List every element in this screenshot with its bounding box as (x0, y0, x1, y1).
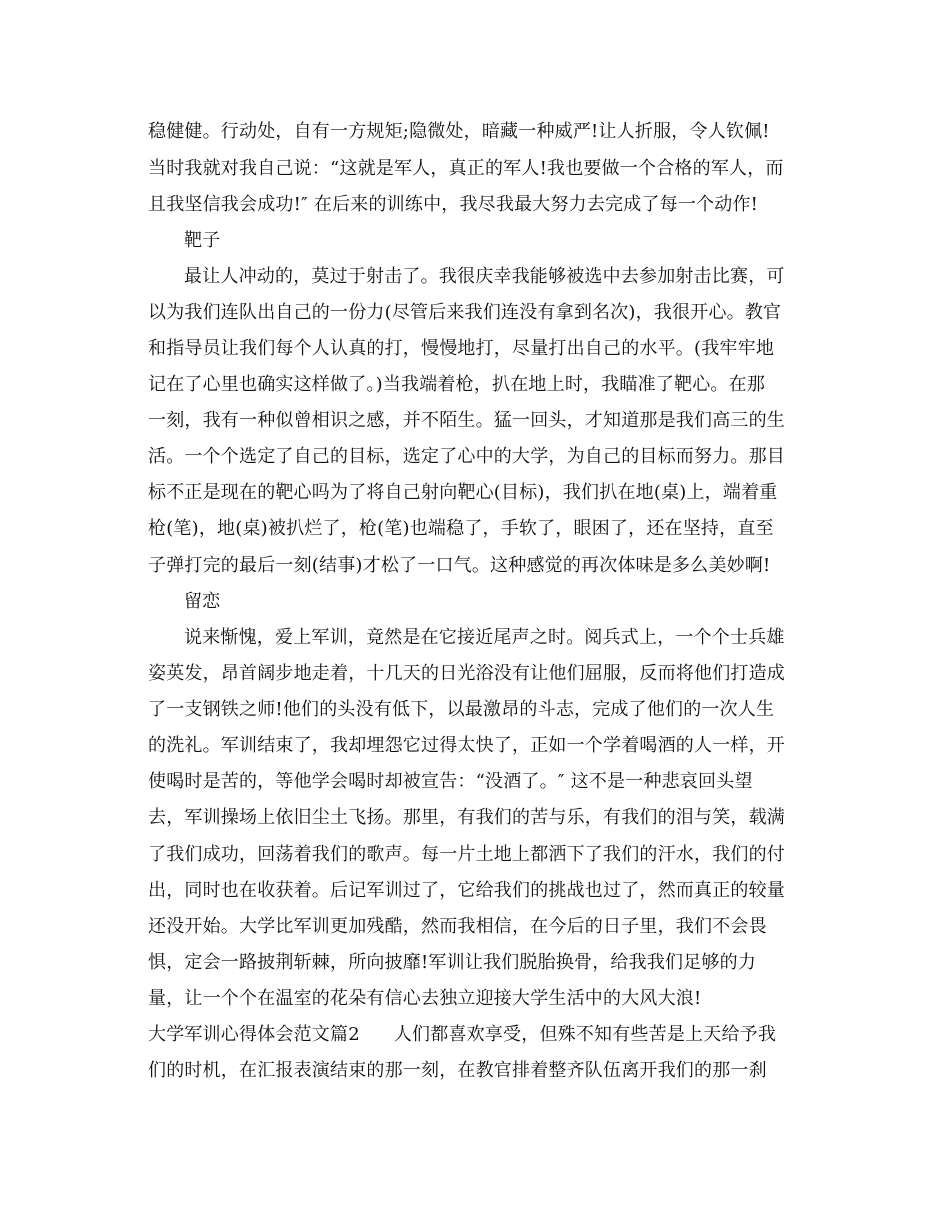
text-line: 量，让一个个在温室的花朵有信心去独立迎接大学生活中的大风大浪! (148, 988, 702, 1009)
text-line: 子弹打完的最后一刻(结事)才松了一口气。这种感觉的再次体味是多么美妙啊! (148, 555, 771, 576)
text-line: 们的时机，在汇报表演结束的那一刻，在教官排着整齐队伍离开我们的那一刹 (148, 1060, 767, 1081)
text-line: 使喝时是苦的，等他学会喝时却被宣告：“没酒了。″ 这不是一种悲哀回头望 (148, 771, 753, 792)
text-line: 人们都喜欢享受，但殊不知有些苦是上天给予我 (393, 1024, 777, 1045)
text-line: 活。一个个选定了自己的目标，选定了心中的大学，为自己的目标而努力。那目 (148, 446, 785, 467)
text-line: 以为我们连队出自己的一份力(尽管后来我们连没有拿到名次)，我很开心。教官 (148, 302, 782, 323)
article-title: 大学军训心得体会范文篇2 (148, 1024, 360, 1045)
text-line: 且我坚信我会成功!″ 在后来的训练中，我尽我最大努力去完成了每一个动作! (148, 194, 759, 215)
text-line: 姿英发，昂首阔步地走着，十几天的日光浴没有让他们屈服，反而将他们打造成 (148, 663, 785, 684)
text-line: 还没开始。大学比军训更加残酷，然而我相信，在今后的日子里，我们不会畏 (148, 916, 767, 937)
text-line: 了一支钢铁之师!他们的头没有低下，以最激昂的斗志，完成了他们的一次人生 (148, 699, 775, 720)
text-line: 记在了心里也确实这样做了。)当我端着枪，扒在地上时，我瞄准了靶心。在那 (148, 374, 766, 395)
text-line: 当时我就对我自己说：“这就是军人，真正的军人!我也要做一个合格的军人，而 (148, 158, 784, 179)
section-heading-nostalgia: 留恋 (184, 591, 221, 612)
text-line: 说来惭愧，爱上军训，竟然是在它接近尾声之时。阅兵式上，一个个士兵雄 (184, 627, 785, 648)
text-line: 去，军训操场上依旧尘土飞扬。那里，有我们的苦与乐，有我们的泪与笑，载满 (148, 807, 785, 828)
text-line: 枪(笔)，地(桌)被扒烂了，枪(笔)也端稳了，手软了，眼困了，还在坚持，直至 (148, 518, 774, 539)
text-line: 了我们成功，回荡着我们的歌声。每一片土地上都洒下了我们的汗水，我们的付 (148, 844, 785, 865)
section-heading-target: 靶子 (184, 230, 221, 251)
text-line: 的洗礼。军训结束了，我却埋怨它过得太快了，正如一个学着喝酒的人一样，开 (148, 735, 785, 756)
article-title-line (148, 1024, 808, 1046)
text-line: 惧，定会一路披荆斩棘，所向披靡!军训让我们脱胎换骨，给我我们足够的力 (148, 952, 757, 973)
text-line: 最让人冲动的，莫过于射击了。我很庆幸我能够被选中去参加射击比赛，可 (184, 266, 785, 287)
text-line: 标不正是现在的靶心吗为了将自己射向靶心(目标)，我们扒在地(桌)上，端着重 (148, 482, 778, 503)
text-line: 一刻，我有一种似曾相识之感，并不陌生。猛一回头，才知道那是我们高三的生 (148, 410, 785, 431)
text-line: 出，同时也在收获着。后记军训过了，它给我们的挑战也过了，然而真正的较量 (148, 880, 785, 901)
text-line: 稳健健。行动处，自有一方规矩;隐微处，暗藏一种威严!让人折服，令人钦佩! (148, 121, 770, 142)
text-line: 和指导员让我们每个人认真的打，慢慢地打，尽量打出自己的水平。(我牢牢地 (148, 338, 775, 359)
